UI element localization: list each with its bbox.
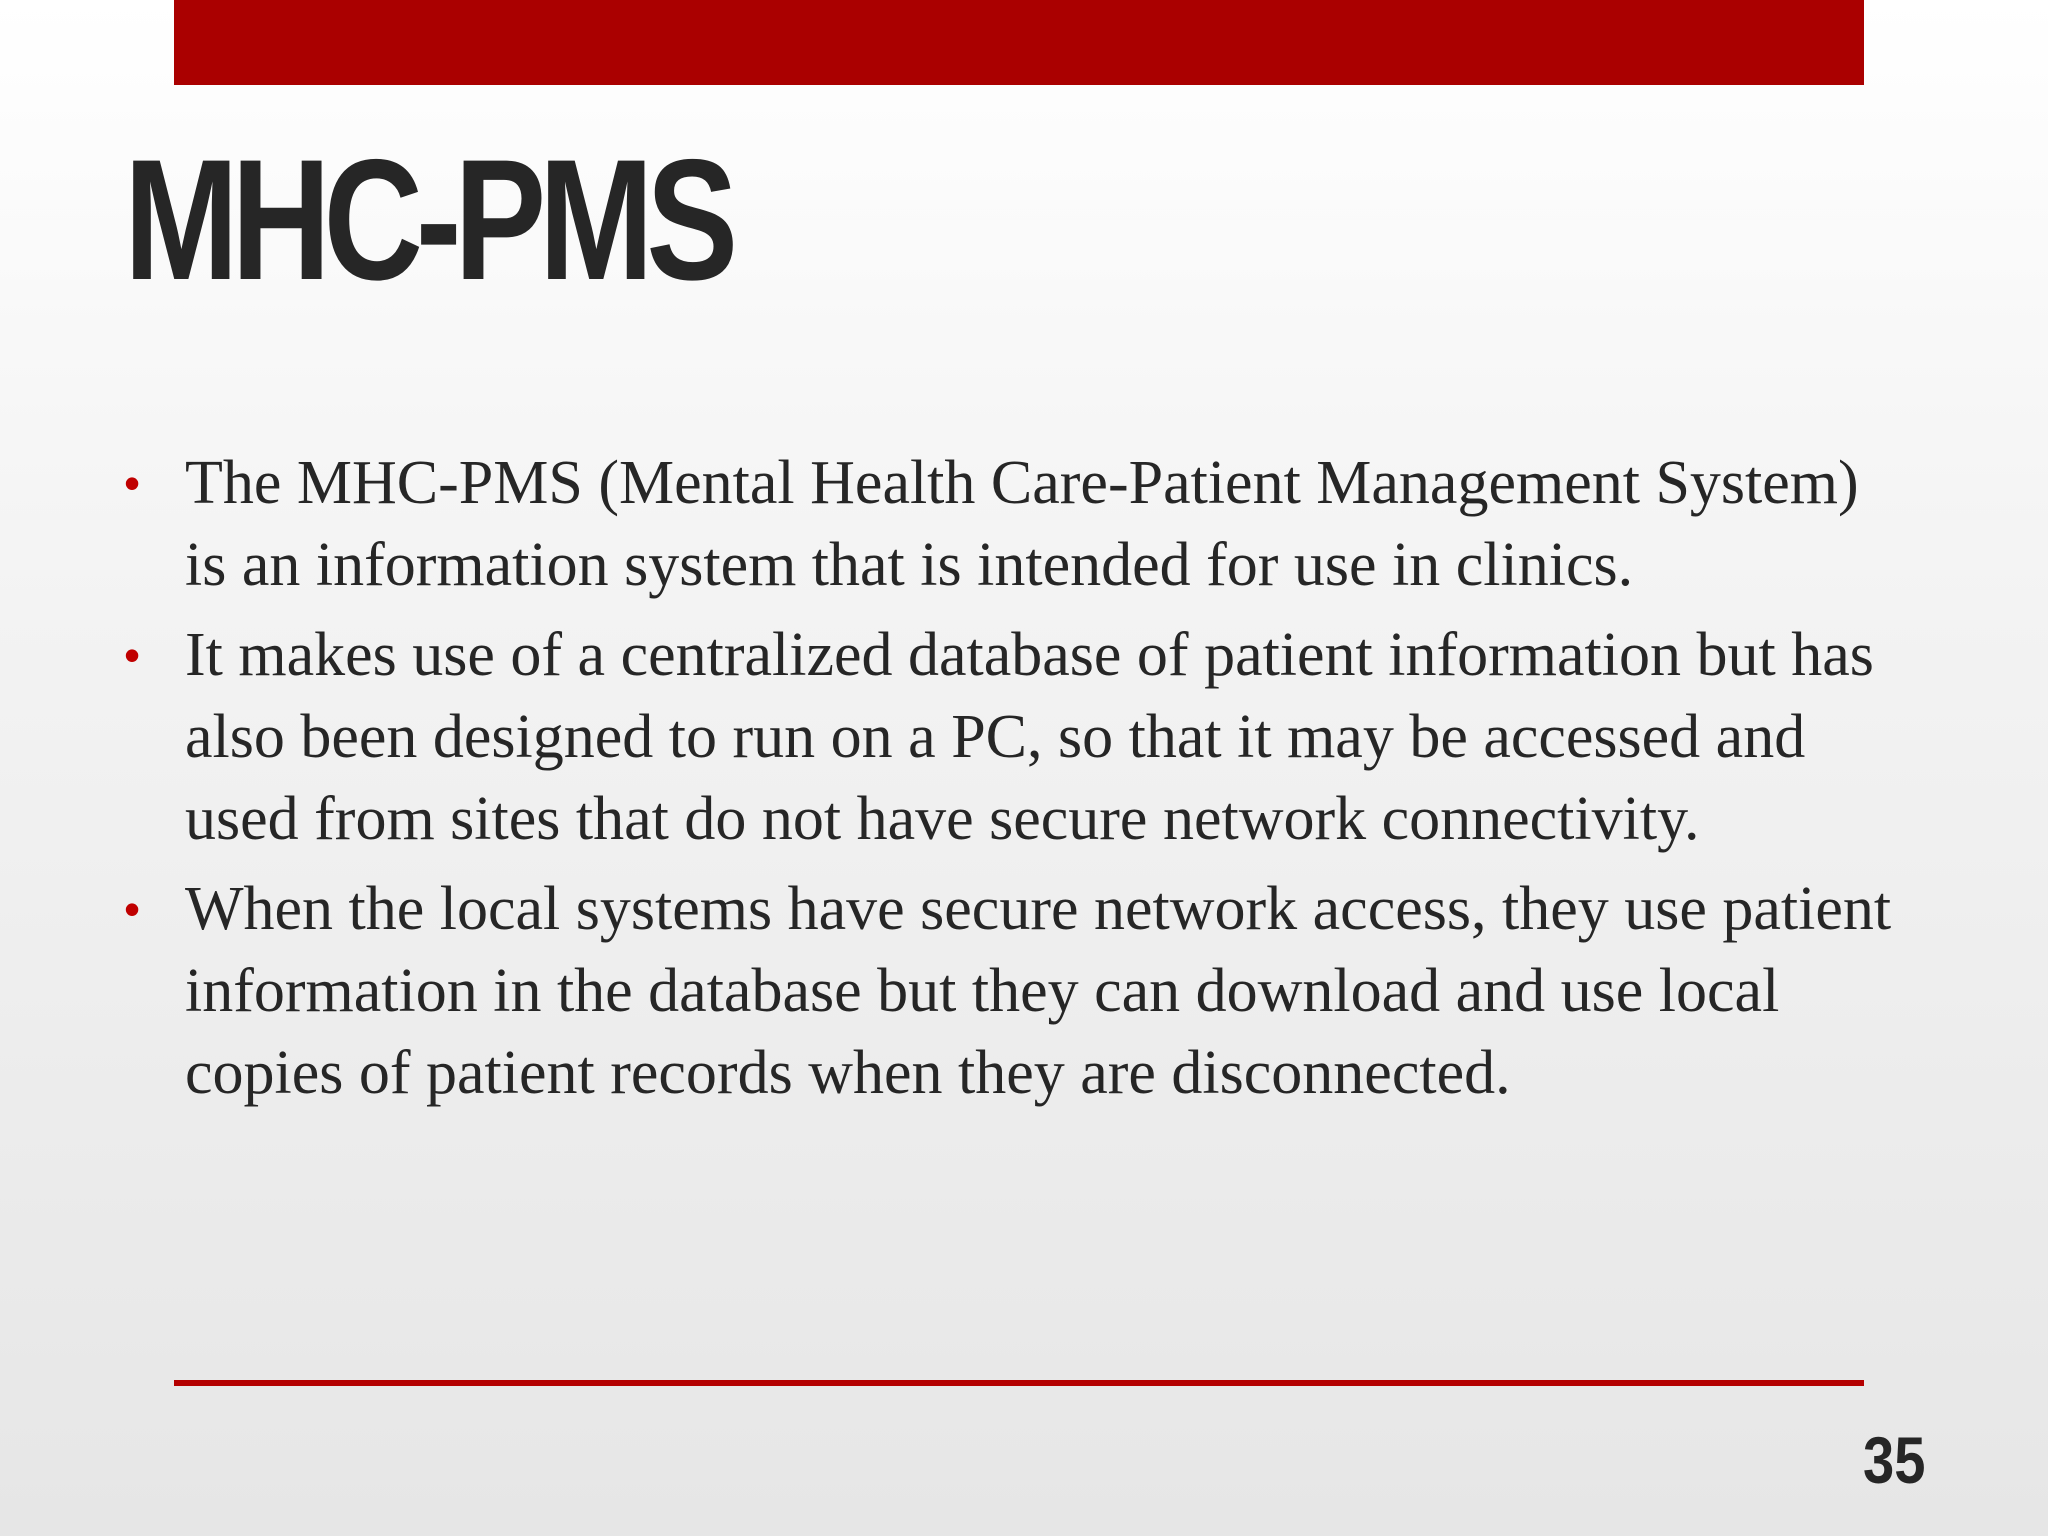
bullet-marker: •	[124, 629, 141, 681]
bullet-item	[122, 442, 1912, 606]
bullet-marker: •	[124, 883, 141, 935]
bottom-divider	[174, 1380, 1864, 1386]
bullet-item	[122, 868, 1912, 1114]
slide-title: MHC-PMS	[124, 124, 731, 316]
slide-number: 35	[1862, 1423, 1925, 1497]
bullet-list	[122, 442, 1912, 1122]
bullet-marker: •	[124, 457, 141, 509]
bullet-item	[122, 614, 1912, 860]
bullet-text: When the local systems have secure network access, they use patient information in the database but they can download and use local copies of patient records when they are disconnected.	[185, 875, 1892, 1107]
top-accent-bar	[174, 0, 1864, 85]
bullet-text: The MHC-PMS (Mental Health Care-Patient Management System) is an information system that is intended for use in clinics.	[185, 449, 1859, 599]
bullet-text: It makes use of a centralized database of patient information but has also been designed to run on a PC, so that it may be accessed and used from sites that do not have secure network connectivity.	[185, 621, 1874, 853]
